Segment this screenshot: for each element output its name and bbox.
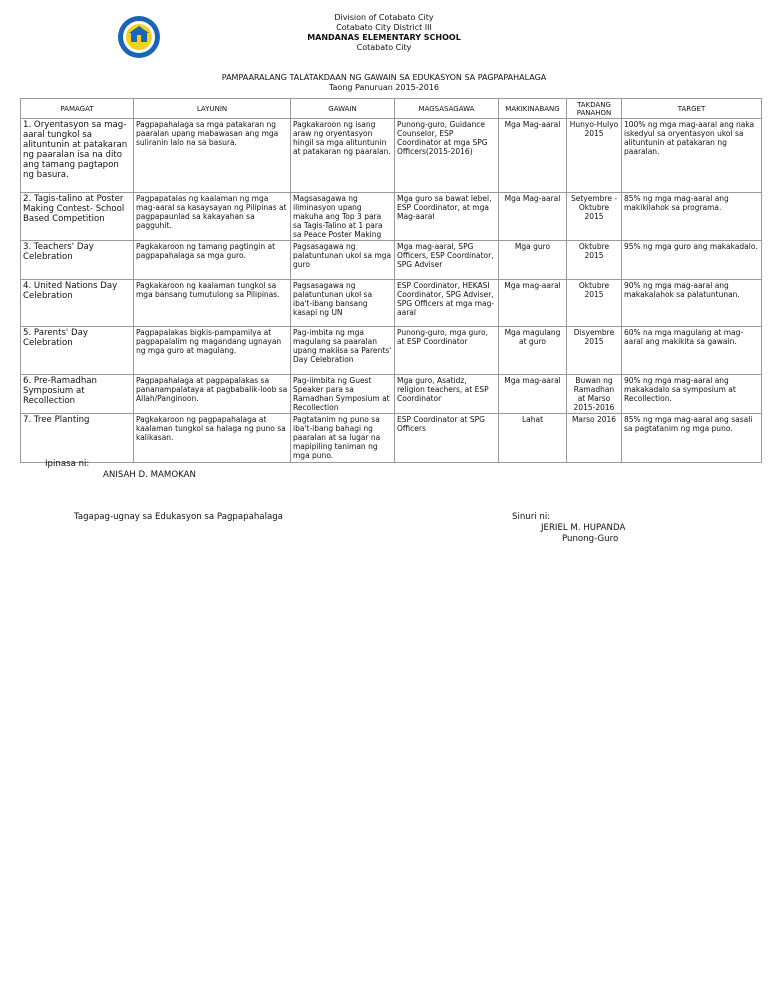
cell-layunin: Pagpapatalas ng kaalaman ng mga mag-aaral sa kasaysayan ng Pilipinas at pagpapaunlad sa kakayahan sa pagguhit. (134, 193, 291, 241)
cell-target: 100% ng mga mag-aaral ang naka iskedyul sa oryentasyon ukol sa alituntunin at patakaran ng paaralan. (622, 119, 762, 193)
col-header-magsasagawa: MAGSASAGAWA (395, 99, 499, 119)
cell-panahon: Oktubre 2015 (567, 280, 622, 327)
cell-panahon: Setyembre -Oktubre 2015 (567, 193, 622, 241)
cell-magsasagawa: ESP Coordinator at SPG Officers (395, 414, 499, 463)
table-row (21, 327, 762, 375)
cell-panahon: Buwan ng Ramadhan at Marso 2015-2016 (567, 375, 622, 414)
cell-magsasagawa: ESP Coordinator, HEKASI Coordinator, SPG Adviser, SPG Officers at mga mag-aaral (395, 280, 499, 327)
cell-pamagat: 3. Teachers' Day Celebration (21, 241, 134, 280)
school-name: MANDANAS ELEMENTARY SCHOOL (307, 33, 461, 42)
cell-makikinabang: Mga magulang at guro (499, 327, 567, 375)
table-row (21, 375, 762, 414)
col-header-gawain: GAWAIN (291, 99, 395, 119)
cell-pamagat: 4. United Nations Day Celebration (21, 280, 134, 327)
title-school-year: Taong Panuruan 2015-2016 (328, 83, 440, 92)
cell-gawain: Pag-imbita ng mga magulang sa paaralan upang makiisa sa Parents' Day Celebration (291, 327, 395, 375)
cell-magsasagawa: Mga guro sa bawat lebel, ESP Coordinator, at mga Mag-aaral (395, 193, 499, 241)
cell-panahon: Disyembre 2015 (567, 327, 622, 375)
cell-gawain: Pagsasagawa ng palatuntunan ukol sa mga guro (291, 241, 395, 280)
prepared-by-title: Tagapag-ugnay sa Edukasyon sa Pagpapahalaga (74, 512, 283, 522)
cell-gawain: Pagtatanim ng puno sa iba't-ibang bahagi ng paaralan at sa lugar na mapipiling taniman ng mga puno. (291, 414, 395, 463)
cell-layunin: Pagpapahalaga at pagpapalakas sa pananampalataya at pagbabalik-loob sa Allah/Panginoon. (134, 375, 291, 414)
cell-gawain: Pagkakaroon ng isang araw ng oryentasyon hingil sa mga alituntunin at patakaran ng paaralan. (291, 119, 395, 193)
prepared-by-label: Ipinasa ni: (45, 459, 90, 469)
table-row (21, 280, 762, 327)
cell-gawain: Pagsasagawa ng palatuntunan ukol sa iba't-ibang bansang kasapi ng UN (291, 280, 395, 327)
table-row (21, 241, 762, 280)
cell-pamagat: 6. Pre-Ramadhan Symposium at Recollection (21, 375, 134, 414)
cell-target: 95% ng mga guro ang makakadalo. (622, 241, 762, 280)
cell-pamagat: 5. Parents' Day Celebration (21, 327, 134, 375)
cell-pamagat: 7. Tree Planting (21, 414, 134, 463)
cell-makikinabang: Mga mag-aaral (499, 375, 567, 414)
cell-target: 60% na mga magulang at mag-aaral ang makikita sa gawain. (622, 327, 762, 375)
cell-pamagat: 1. Oryentasyon sa mag-aaral tungkol sa alituntunin at patakaran ng paaralan isa na dito ang tamang pagtapon ng basura. (21, 119, 134, 193)
document-header (0, 13, 768, 53)
prepared-by-name: ANISAH D. MAMOKAN (103, 470, 196, 480)
col-header-pamagat: PAMAGAT (21, 99, 134, 119)
document-title (0, 73, 768, 93)
cell-panahon: Oktubre 2015 (567, 241, 622, 280)
col-header-takdang-panahon: TAKDANG PANAHON (567, 99, 622, 119)
col-header-layunin: LAYUNIN (134, 99, 291, 119)
cell-magsasagawa: Mga guro, Asatidz, religion teachers, at ESP Coordinator (395, 375, 499, 414)
cell-makikinabang: Mga Mag-aaral (499, 119, 567, 193)
cell-magsasagawa: Punong-guro, Guidance Counselor, ESP Coordinator at mga SPG Officers(2015-2016) (395, 119, 499, 193)
activity-plan-table (20, 98, 762, 463)
table-header-row (21, 99, 762, 119)
cell-target: 90% ng mga mag-aaral ang makakalahok sa palatuntunan. (622, 280, 762, 327)
cell-makikinabang: Mga guro (499, 241, 567, 280)
cell-layunin: Pagpapalakas bigkis-pampamilya at pagpapalalim ng magandang ugnayan ng mga guro at magulang. (134, 327, 291, 375)
division-name: Division of Cotabato City (334, 13, 434, 22)
cell-layunin: Pagkakaroon ng kaalaman tungkol sa mga bansang tumutulong sa Pilipinas. (134, 280, 291, 327)
cell-layunin: Pagpapahalaga sa mga patakaran ng paaralan upang mabawasan ang mga suliranin lalo na sa basura. (134, 119, 291, 193)
table-row (21, 193, 762, 241)
cell-magsasagawa: Mga mag-aaral, SPG Officers, ESP Coordinator, SPG Adviser (395, 241, 499, 280)
reviewed-by-name: JERIEL M. HUPANDA (541, 523, 626, 533)
cell-target: 85% ng mga mag-aaral ang sasali sa pagtatanim ng mga puno. (622, 414, 762, 463)
city-name: Cotabato City (356, 43, 412, 52)
cell-magsasagawa: Punong-guro, mga guro, at ESP Coordinator (395, 327, 499, 375)
cell-makikinabang: Mga mag-aaral (499, 280, 567, 327)
cell-gawain: Pag-iimbita ng Guest Speaker para sa Ramadhan Symposium at Recollection (291, 375, 395, 414)
cell-target: 85% ng mga mag-aaral ang makikilahok sa programa. (622, 193, 762, 241)
cell-makikinabang: Lahat (499, 414, 567, 463)
cell-panahon: Hunyo-Hulyo 2015 (567, 119, 622, 193)
table-row (21, 414, 762, 463)
district-name: Cotabato City District III (336, 23, 432, 32)
col-header-target: TARGET (622, 99, 762, 119)
reviewed-by-label: Sinuri ni: (512, 512, 551, 522)
cell-target: 90% ng mga mag-aaral ang makakadalo sa symposium at Recollection. (622, 375, 762, 414)
col-header-makikinabang: MAKIKINABANG (499, 99, 567, 119)
cell-panahon: Marso 2016 (567, 414, 622, 463)
reviewed-by-title: Punong-Guro (562, 534, 619, 544)
cell-makikinabang: Mga Mag-aaral (499, 193, 567, 241)
cell-gawain: Magsasagawa ng iliminasyon upang makuha ang Top 3 para sa Tagis-Talino at 1 para sa Peace Poster Making (291, 193, 395, 241)
cell-layunin: Pagkakaroon ng tamang pagtingin at pagpapahalaga sa mga guro. (134, 241, 291, 280)
cell-pamagat: 2. Tagis-talino at Poster Making Contest- School Based Competition (21, 193, 134, 241)
title-main: PAMPAARALANG TALATAKDAAN NG GAWAIN SA EDUKASYON SA PAGPAPAHALAGA (221, 73, 547, 82)
cell-layunin: Pagkakaroon ng pagpapahalaga at kaalaman tungkol sa halaga ng puno sa kalikasan. (134, 414, 291, 463)
table-row (21, 119, 762, 193)
